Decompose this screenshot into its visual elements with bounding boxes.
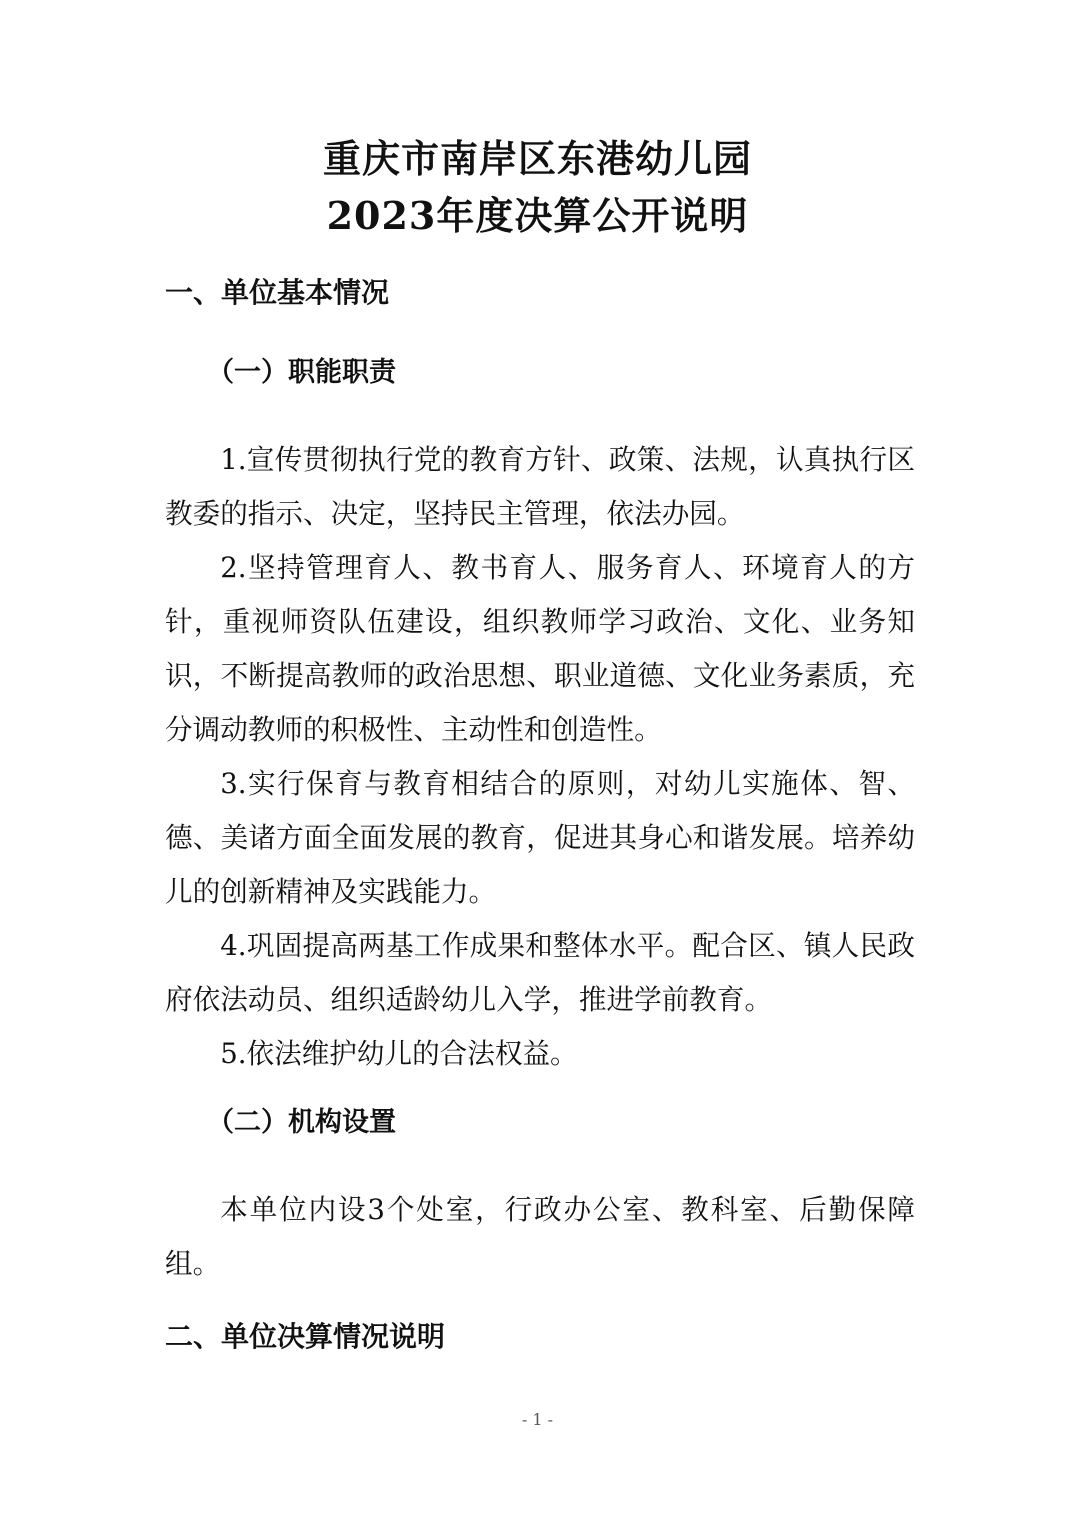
subsection-organization-heading: （二）机构设置 — [207, 1107, 396, 1138]
duty-paragraph-5: 5.依法维护幼儿的合法权益。 — [220, 1037, 578, 1070]
section2-heading: 二、单位决算情况说明 — [165, 1320, 446, 1353]
duty-paragraph-4: 4.巩固提高两基工作成果和整体水平。配合区、镇人民政府依法动员、组织适龄幼儿入学，推进学前教育。 — [165, 929, 915, 1016]
document-title-line1: 重庆市南岸区东港幼儿园 — [322, 136, 752, 181]
subsection-duties-heading: （一）职能职责 — [207, 357, 396, 388]
duty-paragraph-1: 1.宣传贯彻执行党的教育方针、政策、法规，认真执行区教委的指示、决定，坚持民主管理，依法办园。 — [165, 443, 915, 530]
document-title-line2: 2023年度决算公开说明 — [326, 193, 749, 238]
section1-heading: 一、单位基本情况 — [165, 276, 390, 309]
page-number: - 1 - — [521, 1410, 554, 1429]
organization-section — [165, 1183, 915, 1291]
duty-paragraph-3: 3.实行保育与教育相结合的原则，对幼儿实施体、智、德、美诸方面全面发展的教育，促进其身心和谐发展。培养幼儿的创新精神及实践能力。 — [165, 767, 915, 908]
duties-list — [165, 433, 915, 1081]
organization-paragraph: 本单位内设3个处室，行政办公室、教科室、后勤保障组。 — [165, 1193, 915, 1280]
duty-paragraph-2: 2.坚持管理育人、教书育人、服务育人、环境育人的方针，重视师资队伍建设，组织教师学习政治、文化、业务知识，不断提高教师的政治思想、职业道德、文化业务素质，充分调动教师的积极性、主动性和创造性。 — [165, 551, 915, 746]
